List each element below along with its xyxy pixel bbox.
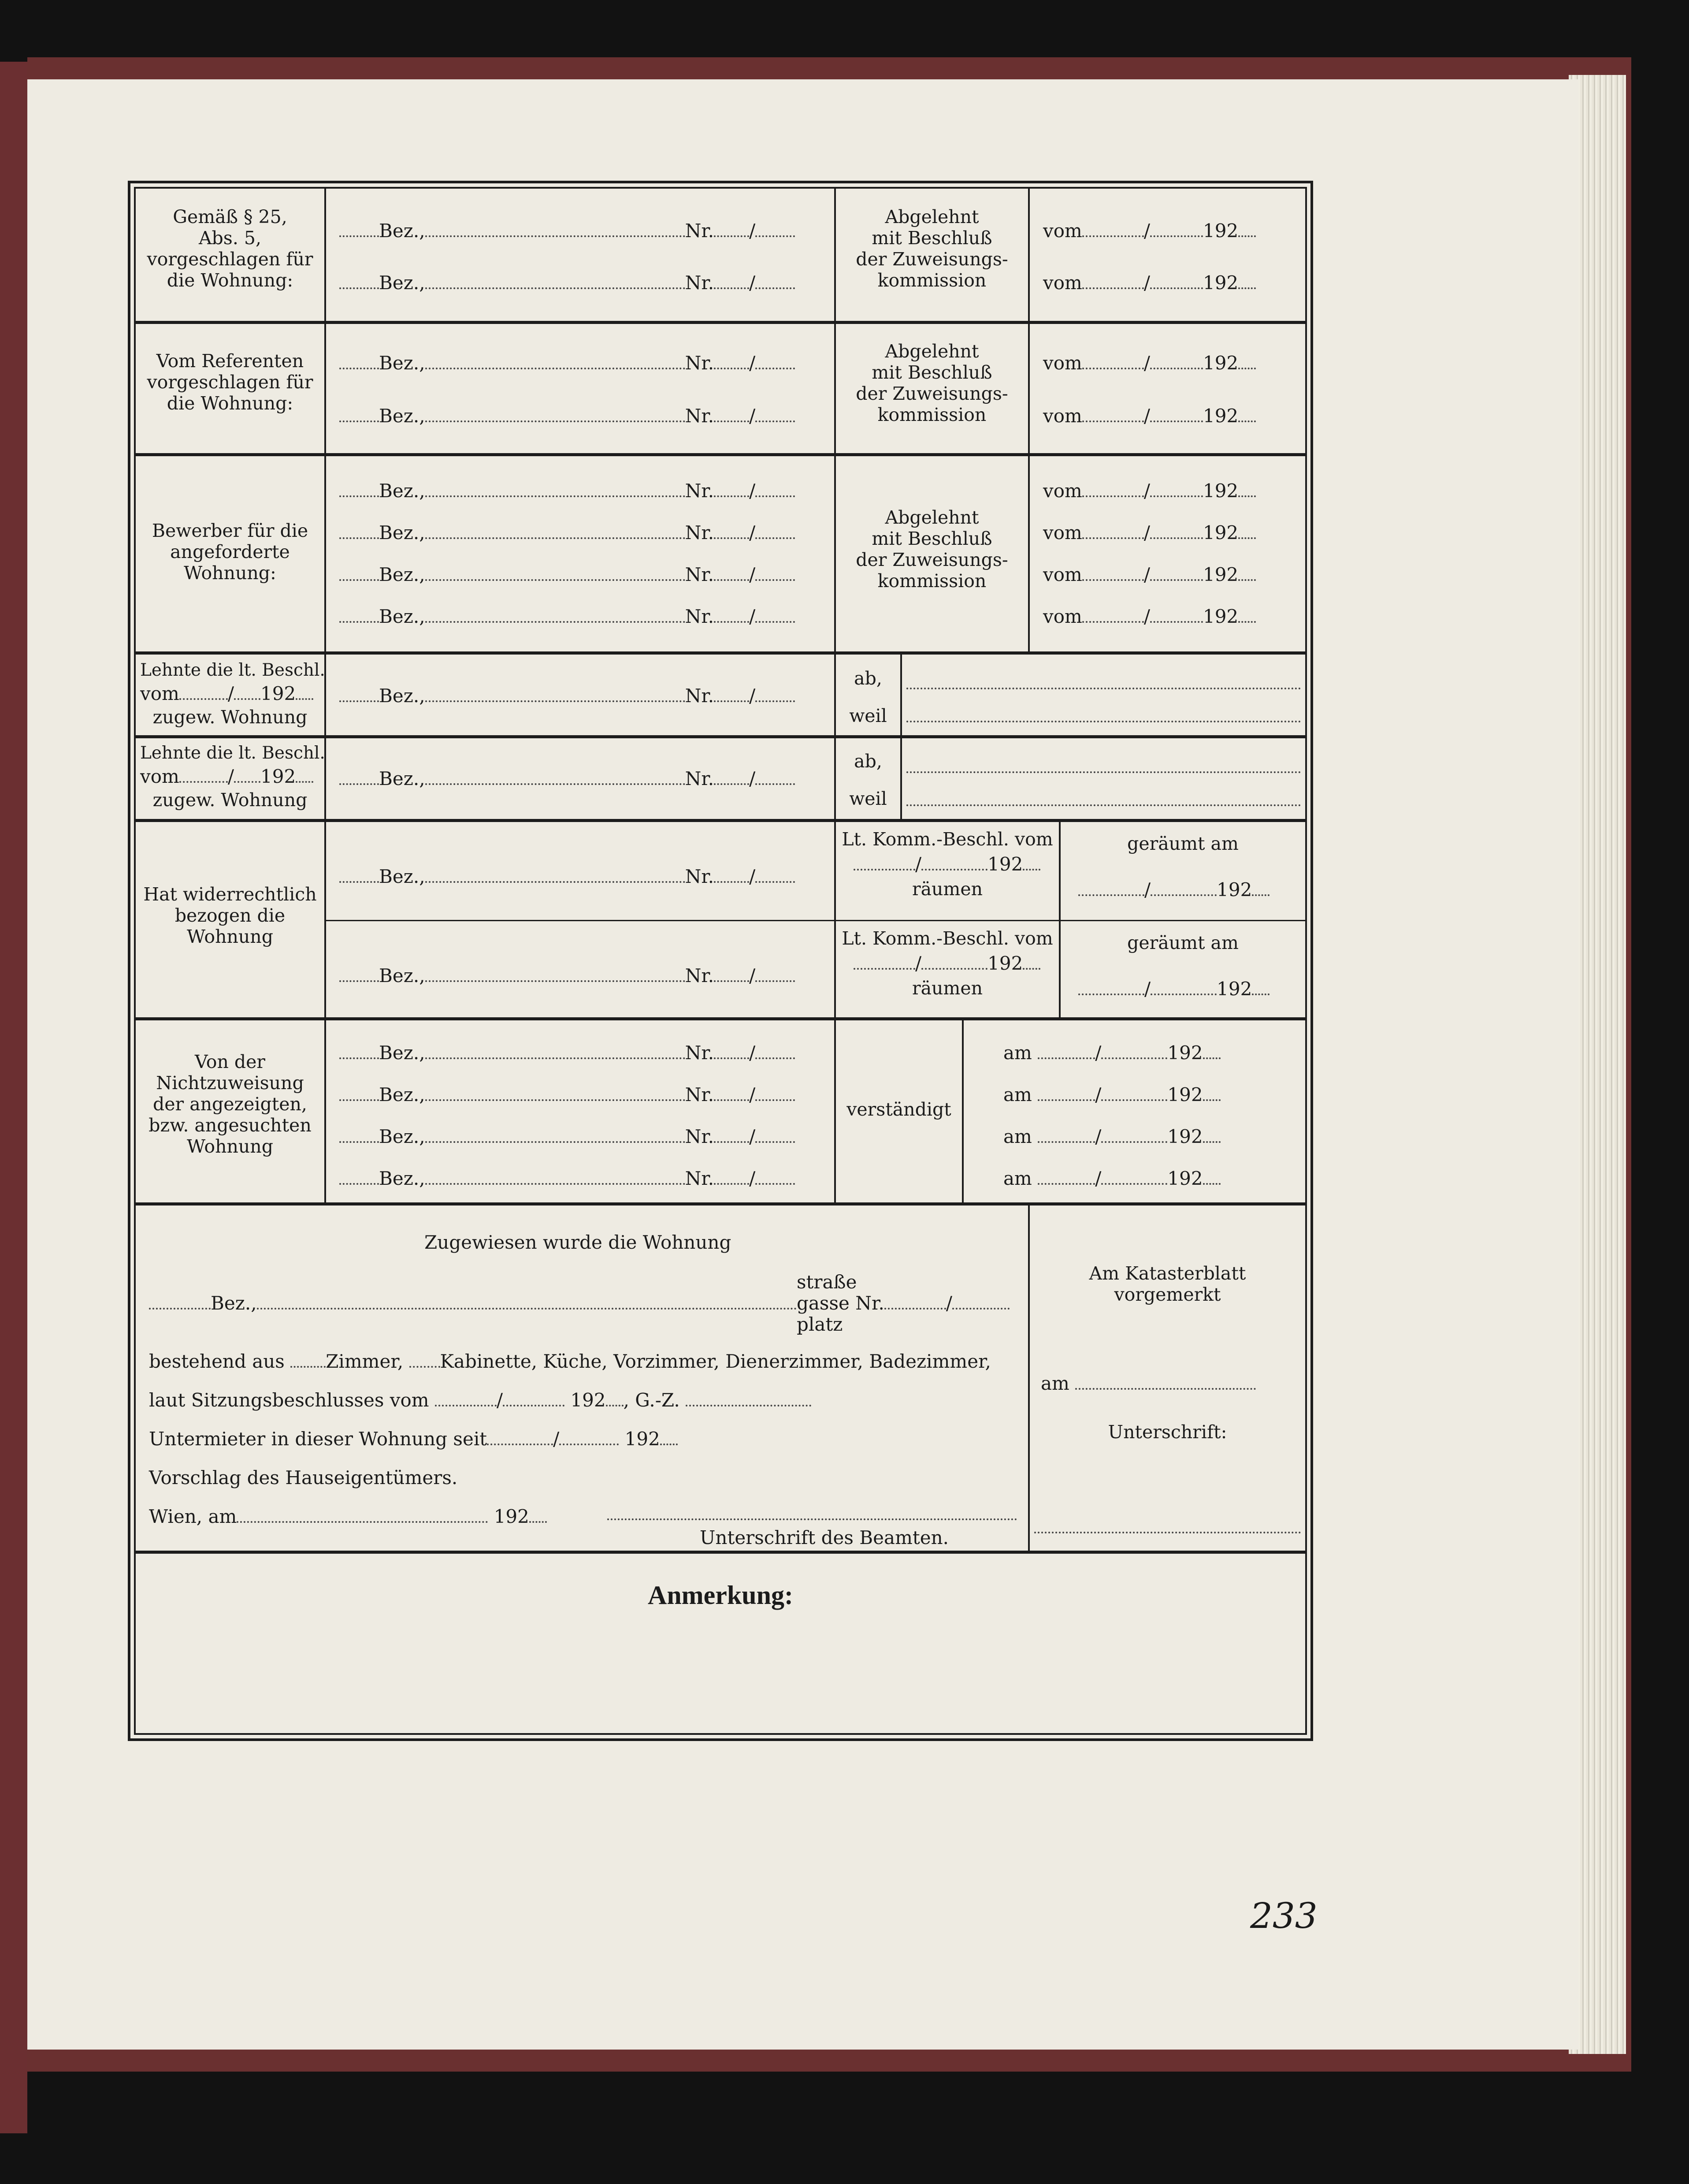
beschluss-label: Lt. Komm.-Beschl. vom [842,829,1053,850]
label-line: Lehnte die lt. Beschl. [140,743,325,763]
address-line: Bez., Nr. / [339,1042,795,1064]
section-zugewiesen [136,1202,1305,1551]
kataster-line: vorgemerkt [1114,1284,1221,1305]
decision-line: Abgelehnt [885,507,979,528]
decision-line: der Zuweisungs- [856,383,1008,404]
section-referent [136,321,1305,453]
book-page [27,79,1578,2050]
decision-line: mit Beschluß [872,362,992,383]
address-line: Bez., Nr. / [339,1168,795,1189]
decision-line: der Zuweisungs- [856,249,1008,270]
date-line: / 192 [1078,879,1270,900]
form-inner-frame [134,187,1307,1735]
section-label-cell [136,1020,324,1202]
decision-cell [834,189,1028,321]
geraeumt-label: geräumt am [1127,833,1239,854]
label-line: zugew. Wohnung [152,707,308,728]
decision-line: kommission [877,570,987,592]
rooms-line: bestehend aus Zimmer, Kabinette, Küche, Vorzimmer, Dienerzimmer, Badezimmer, [149,1351,991,1372]
label-line: Bewerber für die [152,520,308,541]
section-label-cell [136,456,324,651]
label-line: der angezeigten, [153,1094,307,1115]
unterschrift-beamten: Unterschrift des Beamten. [700,1527,949,1548]
label-line: Wohnung: [184,562,276,584]
unterschrift-label: Unterschrift: [1108,1421,1227,1443]
section-label-cell [136,189,324,321]
page-number: 233 [1250,1895,1318,1936]
street-option: straße [797,1271,857,1293]
date-line: vom / 192 [1043,353,1256,374]
decision-cell [834,456,1028,651]
date-line: vom / 192 [1043,522,1256,543]
label-line: Abs. 5, [198,227,262,249]
date-line: am / 192 [1003,1084,1221,1105]
address-line: Bez., Nr. / [339,768,795,789]
date-cell [1028,456,1305,651]
ab-weil-cell [834,655,900,735]
section-anmerkung [136,1551,1305,1733]
date-line: am / 192 [1003,1126,1221,1147]
address-line: Bez., Nr. / [339,272,795,294]
date-line: / 192 [854,854,1040,875]
section-nichtzuweisung [136,1017,1305,1202]
vorschlag-line: Vorschlag des Hauseigentümers. [149,1467,458,1488]
beschluss-cell [834,822,1059,1017]
address-cell [324,1020,834,1202]
date-line: / 192 [1078,979,1270,1000]
address-line: Bez., Nr. / [339,353,795,374]
date-line: vom / 192 [140,683,313,704]
address-line: Bez., Nr. / [339,606,795,627]
label-line: Hat widerrechtlich [143,884,317,905]
decision-line: Abgelehnt [885,341,979,362]
sitzungsbeschluss-line: laut Sitzungsbeschlusses vom / 192 , G.-Z. [149,1390,811,1411]
section-gemaess [136,189,1305,321]
address-line: Bez., Nr. / [339,965,795,986]
label-line: bzw. angesuchten [148,1115,312,1136]
status-cell [834,1020,962,1202]
reason-cell [900,738,1305,819]
address-line: Bez., Nr. / [339,1084,795,1105]
label-line: Vom Referenten [156,350,304,372]
decision-line: der Zuweisungs- [856,549,1008,570]
label-line: die Wohnung: [167,393,293,414]
assigned-address-line: Bez., [149,1293,797,1314]
section-label-cell [136,822,324,1017]
address-line: Bez., Nr. / [339,220,795,242]
label-line: Gemäß § 25, [173,206,287,227]
date-line: vom / 192 [1043,606,1256,627]
section-lehnte-2 [136,735,1305,819]
date-line: vom / 192 [1043,220,1256,242]
assignment-cell [136,1205,1028,1551]
date-line: vom / 192 [1043,406,1256,427]
date-line: / 192 [854,953,1040,974]
address-line: Bez., Nr. / [339,406,795,427]
untermieter-line: Untermieter in dieser Wohnung seit / 192 [149,1429,678,1450]
decision-line: kommission [877,270,987,291]
wien-date-line: Wien, am 192 [149,1506,547,1527]
raeumen-label: räumen [912,978,983,999]
label-line: Von der [194,1051,266,1072]
section-bewerber [136,453,1305,651]
beschluss-label: Lt. Komm.-Beschl. vom [842,928,1053,949]
decision-line: mit Beschluß [872,227,992,249]
date-cell [962,1020,1305,1202]
raeumen-label: räumen [912,878,983,900]
label-line: Nichtzuweisung [156,1072,304,1094]
address-cell [324,655,834,735]
address-cell [324,189,834,321]
label-line: vorgeschlagen für [147,372,313,393]
label-line: die Wohnung: [167,270,293,291]
section-label-cell [136,655,324,735]
address-line: Bez., Nr. / [339,564,795,585]
ab-weil-cell [834,738,900,819]
ab-label: ab, [854,751,882,772]
label-line: Lehnte die lt. Beschl. [140,660,325,680]
date-line: vom / 192 [1043,480,1256,502]
address-cell [324,738,834,819]
label-line: Wohnung [187,1136,273,1157]
address-line: Bez., Nr. / [339,522,795,543]
reason-cell [900,655,1305,735]
weil-label: weil [849,705,887,726]
address-line: Bez., Nr. / [339,480,795,502]
label-line: angeforderte [170,541,290,562]
decision-line: Abgelehnt [885,206,979,227]
date-line: am / 192 [1003,1168,1221,1189]
date-line: vom / 192 [1043,564,1256,585]
label-line: zugew. Wohnung [152,789,308,811]
anmerkung-title: Anmerkung: [647,1581,794,1610]
street-option: platz [797,1313,843,1335]
housing-assignment-form [128,181,1313,1741]
label-line: bezogen die [174,905,286,926]
address-line: Bez., Nr. / [339,866,795,887]
date-line: am / 192 [1003,1042,1221,1064]
address-line: Bez., Nr. / [339,1126,795,1147]
geraeumt-cell [1059,822,1305,1017]
date-line: vom / 192 [140,766,313,787]
decision-cell [834,324,1028,453]
date-cell [1028,324,1305,453]
kataster-line: Am Katasterblatt [1089,1263,1246,1284]
date-line: vom / 192 [1043,272,1256,294]
decision-line: mit Beschluß [872,528,992,549]
label-line: Wohnung [187,926,273,947]
street-option-line: gasse Nr. / [797,1293,1010,1314]
kataster-cell [1028,1205,1305,1551]
decision-line: kommission [877,404,987,425]
address-cell [324,456,834,651]
assignment-title: Zugewiesen wurde die Wohnung [424,1232,731,1253]
section-label-cell [136,738,324,819]
weil-label: weil [849,788,887,809]
section-widerrechtlich [136,819,1305,1017]
book-spine [0,62,27,2133]
geraeumt-label: geräumt am [1127,932,1239,953]
section-label-cell [136,324,324,453]
ab-label: ab, [854,668,882,689]
verstaendigt-label: verständigt [846,1099,951,1120]
section-lehnte-1 [136,651,1305,735]
kataster-am-line: am [1041,1373,1256,1394]
label-line: vorgeschlagen für [147,249,313,270]
address-line: Bez., Nr. / [339,685,795,707]
date-cell [1028,189,1305,321]
address-cell [324,324,834,453]
